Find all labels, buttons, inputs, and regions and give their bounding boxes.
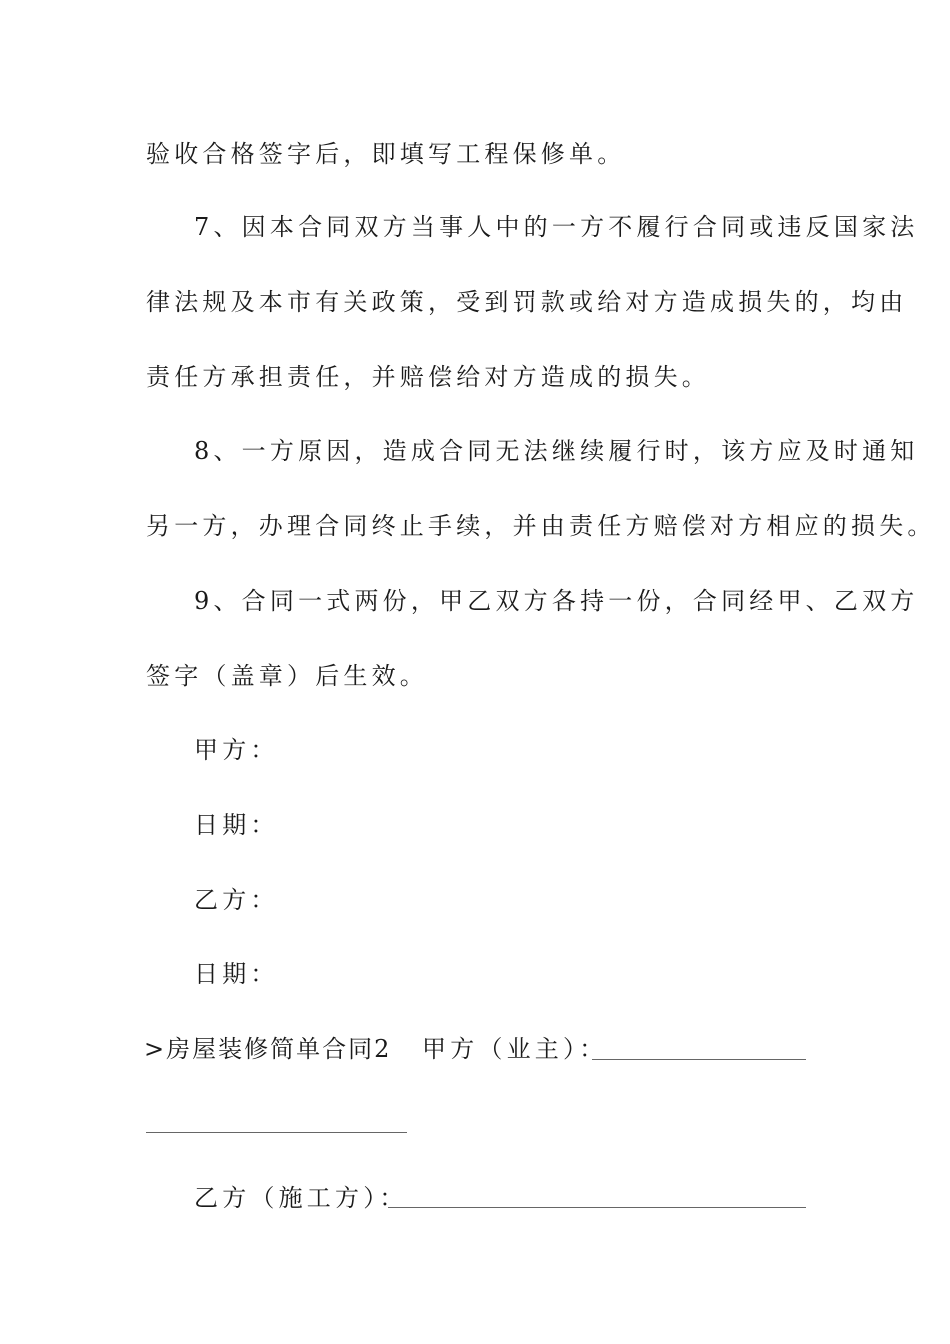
- party-a-signature-label: 甲方：: [194, 736, 279, 764]
- party-a-name-blank-continued[interactable]: [146, 1132, 407, 1133]
- paragraph-line: 7、因本合同双方当事人中的一方不履行合同或违反国家法: [194, 213, 919, 241]
- paragraph-line: 9、合同一式两份，甲乙双方各持一份，合同经甲、乙双方: [194, 587, 919, 615]
- contract-2-heading: >房屋装修简单合同2: [144, 1035, 392, 1063]
- date-b-label: 日期：: [194, 960, 279, 988]
- paragraph-line: 验收合格签字后，即填写工程保修单。: [146, 140, 626, 168]
- party-b-name-blank[interactable]: [388, 1207, 806, 1208]
- party-b-signature-label: 乙方：: [194, 886, 279, 914]
- paragraph-line: 8、一方原因，造成合同无法继续履行时，该方应及时通知: [194, 437, 919, 465]
- paragraph-line: 另一方，办理合同终止手续，并由责任方赔偿对方相应的损失。: [146, 512, 936, 540]
- paragraph-line: 签字（盖章）后生效。: [146, 662, 428, 690]
- paragraph-line: 责任方承担责任，并赔偿给对方造成的损失。: [146, 363, 710, 391]
- paragraph-line: 律法规及本市有关政策，受到罚款或给对方造成损失的，均由: [146, 288, 908, 316]
- party-a-name-blank[interactable]: [592, 1059, 806, 1060]
- contract-2-party-a-label: 甲方（业主）：: [422, 1035, 608, 1063]
- contract-2-party-b-label: 乙方（施工方）：: [194, 1184, 408, 1212]
- date-a-label: 日期：: [194, 811, 279, 839]
